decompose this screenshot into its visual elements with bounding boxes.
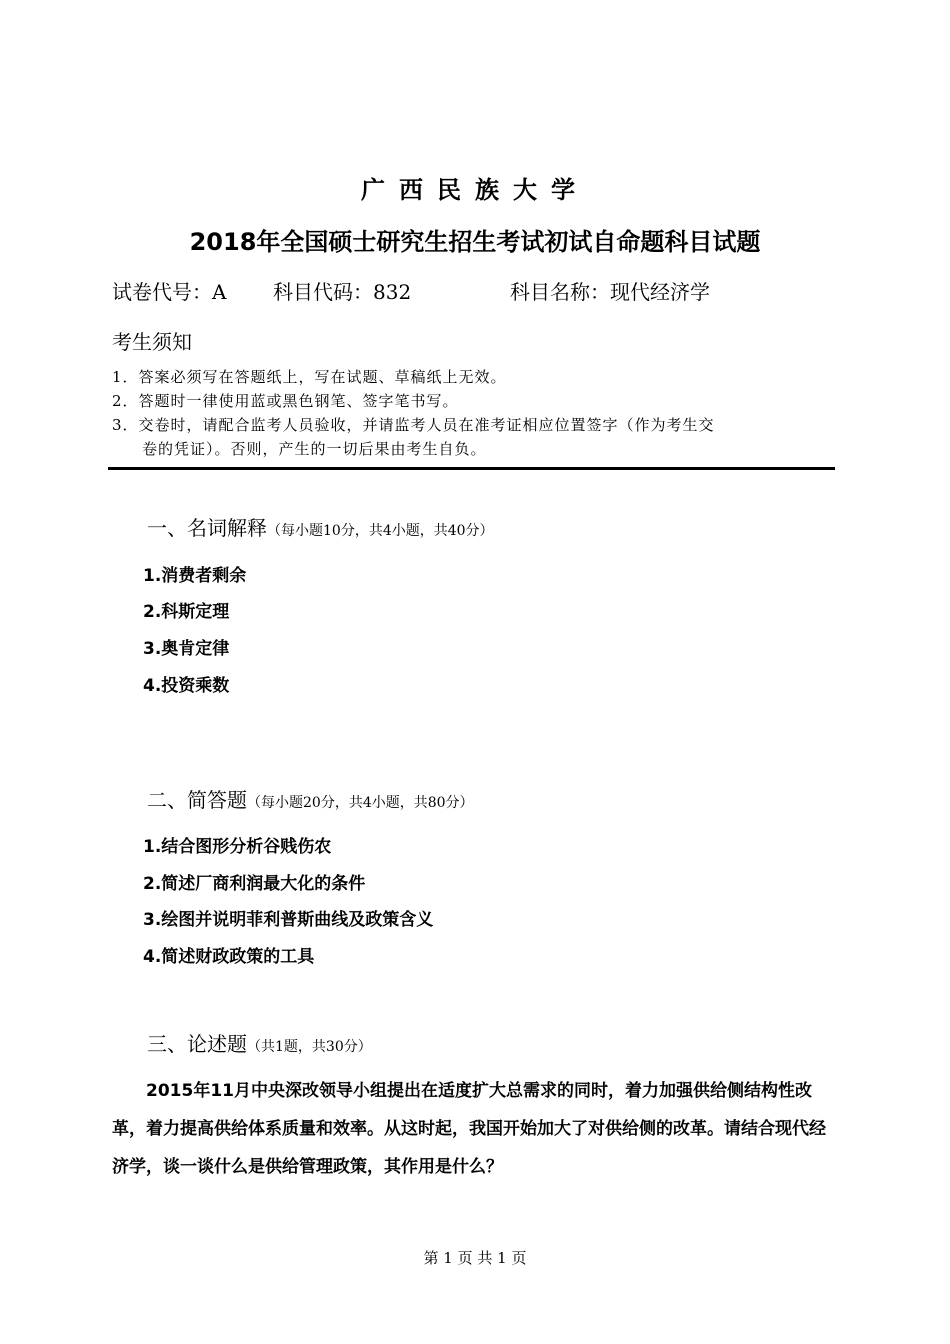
notice-item: 2．答题时一律使用蓝或黑色钢笔、签字笔书写。 [112, 392, 459, 410]
section-2-note: （每小题20分，共4小题，共80分） [247, 795, 474, 811]
question-item: 4.投资乘数 [143, 676, 230, 696]
question-item: 1.结合图形分析谷贱伤农 [143, 837, 332, 857]
section-3-title: 三、论述题 [147, 1032, 247, 1056]
question-item: 4.简述财政政策的工具 [143, 947, 315, 967]
section-title [147, 512, 494, 541]
notice-item: 3．交卷时，请配合监考人员验收，并请监考人员在准考证相应位置签字（作为考生交 [112, 416, 715, 434]
notice-item: 1．答案必须写在答题纸上，写在试题、草稿纸上无效。 [112, 368, 507, 386]
notice-item: 卷的凭证）。否则，产生的一切后果由考生自负。 [142, 440, 487, 458]
question-item: 3.奥肯定律 [143, 639, 230, 659]
subject-code: 科目代码：832 [273, 280, 412, 304]
subject-name: 科目名称：现代经济学 [510, 280, 710, 304]
section-1-note: （每小题10分，共4小题，共40分） [267, 523, 494, 539]
notice-title: 考生须知 [112, 330, 192, 354]
exam-title: 2018年全国硕士研究生招生考试初试自命题科目试题 [189, 228, 761, 256]
divider-line [108, 467, 835, 470]
question-item: 3.绘图并说明菲利普斯曲线及政策含义 [143, 910, 434, 930]
page-footer: 第 1 页 共 1 页 [423, 1249, 527, 1267]
university-name: 广西民族大学 [361, 176, 589, 204]
paper-code: 试卷代号：A [112, 280, 227, 304]
essay-question: 2015年11月中央深改领导小组提出在适度扩大总需求的同时，着力加强供给侧结构性改革，着力提高供给体系质量和效率。从这时起，我国开始加大了对供给侧的改革。请结合现代经济学，谈一谈什么是供给管理政策，其作用是什么？ [112, 1081, 826, 1177]
section-1-title: 一、名词解释 [147, 516, 267, 540]
question-item: 2.简述厂商利润最大化的条件 [143, 874, 366, 894]
section-3-note: （共1题，共30分） [247, 1039, 372, 1055]
section-2-title: 二、简答题 [147, 788, 247, 812]
question-item: 2.科斯定理 [143, 602, 230, 622]
section-title [147, 784, 474, 813]
section-title [147, 1028, 372, 1057]
question-item: 1.消费者剩余 [143, 566, 247, 586]
